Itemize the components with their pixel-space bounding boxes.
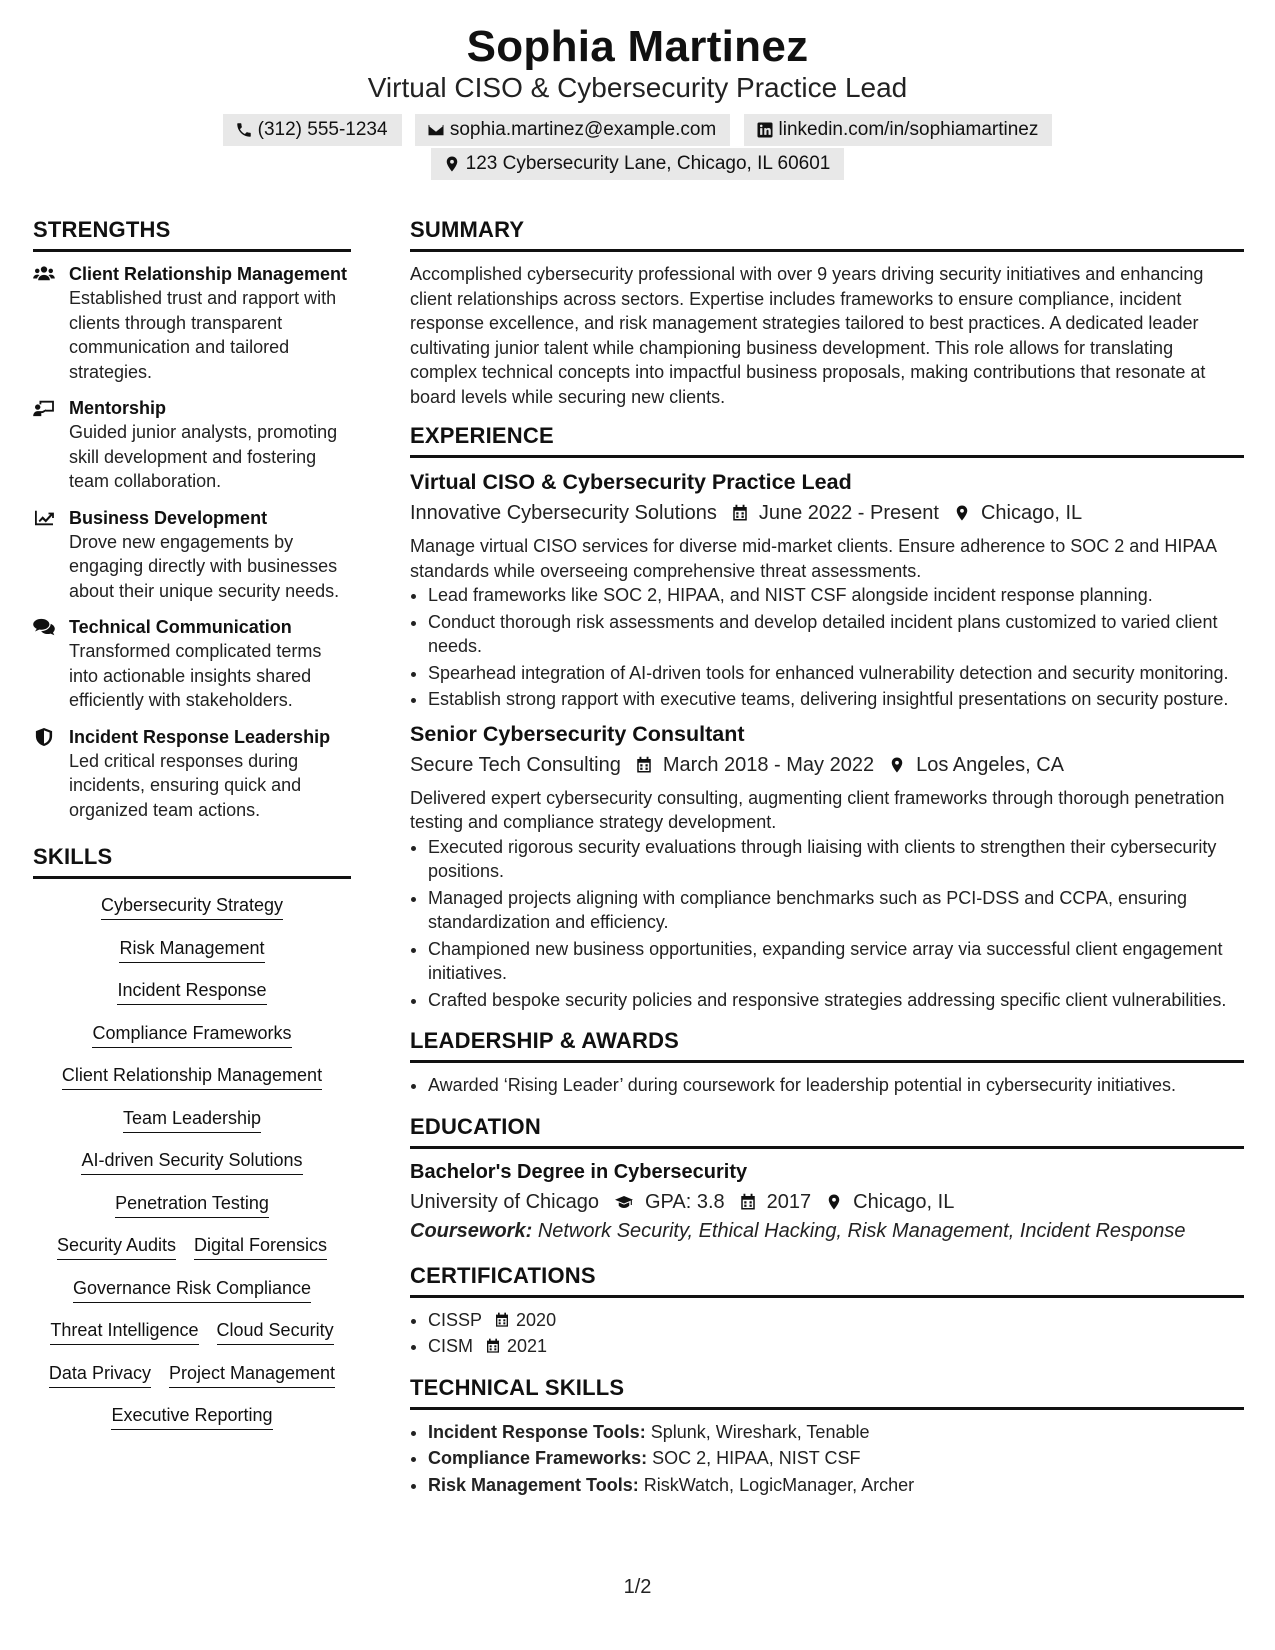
chalkboard-teacher-icon [33,399,55,417]
experience-heading: EXPERIENCE [410,423,1244,458]
job-bullet: • Establish strong rapport with executive teams, delivering insightful presentations on security posture. [428,687,1244,712]
map-marker-icon [825,1193,843,1211]
chart-line-icon [33,509,55,527]
linkedin-text: linkedin.com/in/sophiamartinez [778,119,1039,140]
skill-tag: Risk Management [119,936,264,963]
contact-row-2 [0,148,1275,180]
job-entry [410,720,1244,1013]
skills-list [33,893,351,1430]
skill-tag: Threat Intelligence [50,1318,198,1345]
linkedin-chip[interactable] [744,114,1053,146]
tech-skill-label: Incident Response Tools: [428,1421,646,1442]
job-location: Los Angeles, CA [916,753,1064,776]
technical-skills-list [410,1420,1244,1498]
shield-icon [33,728,55,746]
skill-tag: Digital Forensics [194,1233,327,1260]
cert-name: • CISM [428,1336,473,1356]
job-summary: Delivered expert cybersecurity consulting, augmenting client frameworks through thorough penetration testing and compliance strategy development. [410,787,1225,832]
strength-title: Incident Response Leadership [69,726,331,747]
strength-item [33,396,351,494]
skill-tag: Security Audits [57,1233,176,1260]
strength-title: Technical Communication [69,617,292,637]
calendar-icon [494,1312,510,1328]
tech-skill-item [428,1420,1244,1445]
map-marker-icon [888,756,906,774]
calendar-icon [635,756,653,774]
job-bullet: • Crafted bespoke security policies and responsive strategies addressing specific client vulnerabilities. [428,988,1244,1013]
cert-year: 2020 [516,1309,557,1330]
summary-text: Accomplished cybersecurity professional with over 9 years driving security initiatives and enhancing client relationships across sectors. Expertise includes frameworks to ensure compliance, incident response excellence, and risk management strategies tailored to best practices. A dedicated leader cultivating junior talent while championing business development. This role allows for translating complex technical concepts into impactful business proposals, making contributions that resonate at board levels while securing new clients. [410,264,1206,407]
envelope-icon [427,121,445,139]
job-dates: March 2018 - May 2022 [662,753,875,776]
graduation-cap-icon [613,1193,635,1211]
strength-desc: Transformed complicated terms into actionable insights shared efficiently with stakeholders. [69,641,322,710]
job-location: Chicago, IL [980,502,1083,524]
strength-desc: Drove new engagements by engaging directly with businesses about their unique security needs. [69,531,340,601]
job-bullet: • Lead frameworks like SOC 2, HIPAA, and NIST CSF alongside incident response planning. [428,583,1244,608]
calendar-icon [485,1338,501,1354]
job-meta [410,750,1244,780]
tech-skill-value: Splunk, Wireshark, Tenable [650,1421,870,1442]
awards-list [410,1073,1244,1098]
job-company: Innovative Cybersecurity Solutions [410,502,717,524]
education-meta [410,1187,1244,1217]
technical-skills-heading: TECHNICAL SKILLS [410,1375,1244,1410]
map-marker-icon [953,504,971,522]
certifications-heading: CERTIFICATIONS [410,1263,1244,1298]
map-marker-icon [443,155,461,173]
strengths-heading: STRENGTHS [33,217,351,252]
comments-icon [33,618,55,636]
skill-tag: Cybersecurity Strategy [101,893,283,920]
skill-tag: Governance Risk Compliance [73,1276,311,1303]
strength-desc: Guided junior analysts, promoting skill development and fostering team collaboration. [69,422,338,491]
graduation-year: 2017 [766,1190,812,1213]
page-number: 1/2 [623,1576,652,1598]
left-column [33,217,351,1446]
address-chip [431,148,845,180]
coursework-label: Coursework: [410,1219,533,1242]
certifications-list [410,1308,1244,1359]
skill-tag: Penetration Testing [115,1191,269,1218]
job-dates: June 2022 - Present [758,502,939,524]
awards-heading: LEADERSHIP & AWARDS [410,1028,1244,1063]
tech-skill-label: Risk Management Tools: [428,1474,639,1495]
strength-title: Mentorship [69,398,166,418]
address-text: 123 Cybersecurity Lane, Chicago, IL 60601 [465,153,831,174]
resume-name: Sophia Martinez [466,22,809,71]
coursework-list: Network Security, Ethical Hacking, Risk Management, Incident Response [537,1219,1186,1242]
job-bullet: • Conduct thorough risk assessments and develop detailed incident plans customized to varied client needs. [428,610,1244,659]
job-title: Virtual CISO & Cybersecurity Practice Lead [410,470,852,494]
strength-item [33,262,351,384]
tech-skill-item [428,1446,1244,1471]
strength-desc: Led critical responses during incidents, ensuring quick and organized team actions. [69,750,302,820]
degree: Bachelor's Degree in Cybersecurity [410,1160,748,1183]
cert-year: 2021 [507,1336,548,1356]
skill-tag: Executive Reporting [111,1403,272,1430]
calendar-icon [731,504,749,522]
phone-text: (312) 555-1234 [257,119,388,140]
skill-tag: Cloud Security [217,1318,334,1345]
calendar-icon [739,1193,757,1211]
education-heading: EDUCATION [410,1114,1244,1149]
tech-skill-label: Compliance Frameworks: [428,1448,648,1468]
cert-item [428,1334,1244,1359]
cert-item [428,1308,1244,1333]
cert-name: • CISSP [428,1309,483,1330]
job-bullet: • Executed rigorous security evaluations through liaising with clients to strengthen their cybersecurity positions. [428,835,1244,884]
gpa: GPA: 3.8 [644,1190,725,1213]
summary-heading: SUMMARY [410,217,1244,252]
job-meta [410,498,1244,528]
tech-skill-value: RiskWatch, LogicManager, Archer [643,1474,915,1495]
award-item: • Awarded ‘Rising Leader’ during coursework for leadership potential in cybersecurity initiatives. [428,1073,1244,1098]
skill-tag: AI-driven Security Solutions [81,1148,302,1175]
job-company: Secure Tech Consulting [410,753,621,776]
job-entry [410,468,1244,712]
strength-item [33,725,351,823]
job-bullets [410,583,1244,712]
school-location: Chicago, IL [853,1190,955,1213]
email-chip[interactable] [415,114,730,146]
skill-tag: Client Relationship Management [62,1063,322,1090]
job-bullet: • Managed projects aligning with compliance benchmarks such as PCI-DSS and CCPA, ensuring standardization and efficiency. [428,886,1244,935]
resume-title: Virtual CISO & Cybersecurity Practice Lead [367,72,908,103]
linkedin-icon [756,121,774,139]
contact-row [0,114,1275,146]
strength-item [33,615,351,713]
tech-skill-value: SOC 2, HIPAA, NIST CSF [652,1448,861,1468]
strength-desc: Established trust and rapport with clients through transparent communication and tailored strategies. [69,288,337,382]
skill-tag: Team Leadership [123,1106,261,1133]
skill-tag: Compliance Frameworks [92,1021,291,1048]
job-bullet: • Championed new business opportunities, expanding service array via successful client engagement initiatives. [428,937,1244,986]
job-summary: Manage virtual CISO services for diverse mid-market clients. Ensure adherence to SOC 2 and HIPAA standards while overseeing comprehensive threat assessments. [410,536,1217,581]
users-icon [33,265,55,283]
tech-skill-item [428,1473,1244,1498]
right-column [410,217,1244,1499]
school: University of Chicago [410,1190,599,1213]
job-bullet: • Spearhead integration of AI-driven tools for enhanced vulnerability detection and security monitoring. [428,661,1244,686]
skill-tag: Project Management [169,1361,335,1388]
coursework [410,1217,1244,1245]
phone-chip[interactable] [223,114,402,146]
skill-tag: Incident Response [117,978,266,1005]
job-bullets [410,835,1244,1013]
phone-icon [235,121,253,139]
job-title: Senior Cybersecurity Consultant [410,721,745,746]
strength-title: Client Relationship Management [69,264,348,284]
strength-item [33,506,351,604]
strength-title: Business Development [69,507,268,528]
email-text: sophia.martinez@example.com [449,119,717,140]
skills-heading: SKILLS [33,844,351,879]
skill-tag: Data Privacy [49,1361,151,1388]
